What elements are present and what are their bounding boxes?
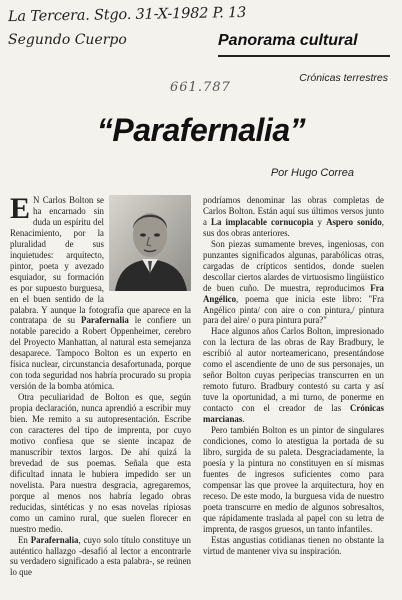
- section-rule: [218, 55, 390, 57]
- text-column-1: E N Carlos Bolton se ha encarnado sin duda un espíritu del Renacimiento, por la pluralidad de sus inquietudes: arquitecto, pintor, poeta y avezado esquiador, su formación es por supuesto burguesa, en el buen sentido de la palabra. Y aunque la fotografía que aparece en la contratapa de su Parafernalia le confiere un notable parecido a Robert Oppenheimer, cerebro del Proyecto Manhattan, al natural esta semejanza desaparece. Tampoco Bolton es un experto en física nuclear, circunstancia desafortunada, porque con toda seguridad nos habría procurado su propia versión de la bomba atómica. Otra peculiaridad de Bolton es que, según propia declaración, nunca aprendió a escribir muy bien. Me remito a su autopresentación. Escribe con caracteres del tipo de imprenta, por cuyo motivo confiesa que se siente incapaz de manuscribir textos largos. De ahí quizá la brevedad de sus poemas. Señala que esta dificultad innata le hubiera impedido ser un novelista. Para nuestra desgracia, agregaremos, porque al menos nos habría legado obras reducidas, sintéticas y no esas novelas ripiosas como un camino rural, que suelen florecer en nuestro medio. En Parafernalia, cuyo solo título constituye un auténtico hallazgo -desafió al lector a encontrarle su verdadero significado a esta palabra-, se reúnen lo que: [10, 195, 191, 578]
- handwritten-source-note: La Tercera. Stgo. 31-X-1982 P. 13: [7, 4, 247, 26]
- archive-code: 661.787: [170, 80, 231, 95]
- col2-paragraph-2: Son piezas sumamente breves, ingeniosas, con punzantes significados algunas, parabólicas otras, cargadas de crípticos sentidos, donde suelen descollar ciertos alardes de virtuosismo lingüístico de buen cuño. De muestra, reproducimos Fra Angélico, poema que inicia este libro: "Fra Angélico pinta/ con aire o con pintura,/ pintura para del aire/ o pura pintura pura?": [203, 238, 384, 326]
- col2-paragraph-3: Hace algunos años Carlos Bolton, impresionado con la lectura de las obras de Ray Bradbury, le escribió al autor norteamericano, presentándose como el ascendiente de uno de sus personajes, un señor Bolton cuyas peripecias transcurren en un remoto futuro. Bradbury contestó su carta y así tuve la oportunidad, a mi turno, de ponerme en contacto con el creador de las Crónicas marcianas.: [203, 326, 384, 425]
- col1-paragraph-2: Otra peculiaridad de Bolton es que, según propia declaración, nunca aprendió a escribir muy bien. Me remito a su autopresentación. Escribe con caracteres del tipo de imprenta, por cuyo motivo confiesa que se siente incapaz de manuscribir textos largos. De ahí quizá la brevedad de sus poemas. Señala que esta dificultad innata le hubiera impedido ser un novelista. Para nuestra desgracia, agregaremos, porque al menos nos habría legado obras reducidas, sintéticas y no esas novelas ripiosas como un camino rural, que suelen florecer en nuestro medio.: [10, 392, 191, 534]
- drop-cap: E: [10, 195, 31, 225]
- byline: Por Hugo Correa: [270, 167, 354, 179]
- col1-paragraph-3: En Parafernalia, cuyo solo título constituye un auténtico hallazgo -desafió al lector a encontrarle su verdadero significado a esta palabra-, se reúnen lo que: [10, 534, 191, 578]
- column-kicker: Crónicas terrestres: [299, 72, 388, 84]
- author-photo: [109, 195, 191, 291]
- col2-paragraph-4: Pero también Bolton es un pintor de singulares condiciones, como lo atestigua la portada de su libro, surgida de su paleta. Desgraciadamente, la poesía y la pintura no constituyen en sí mismas fuentes de ingresos suficientes como para compensar las que provee la arquitectura, hoy en receso. De este modo, la burguesa vida de nuestro poeta transcurre en medio de algunos sobresaltos, que rápidamente traslada al papel con su letra de imprenta, de rasgos gruesos, un tanto infantiles.: [203, 425, 384, 534]
- text-column-2: [203, 195, 384, 593]
- col2-paragraph-1: podríamos denominar las obras completas de Carlos Bolton. Están aquí sus últimos versos junto a La implacable cornucopia y Aspero sonido, sus dos obras anteriores.: [203, 195, 384, 238]
- col2-paragraph-5: Estas angustias cotidianas tienen no obstante la virtud de mantener viva su inspiración.: [203, 534, 384, 556]
- article-title: “Parafernalia”: [96, 112, 306, 148]
- handwritten-section-note: Segundo Cuerpo: [8, 32, 127, 48]
- section-header: Panorama cultural: [218, 32, 358, 49]
